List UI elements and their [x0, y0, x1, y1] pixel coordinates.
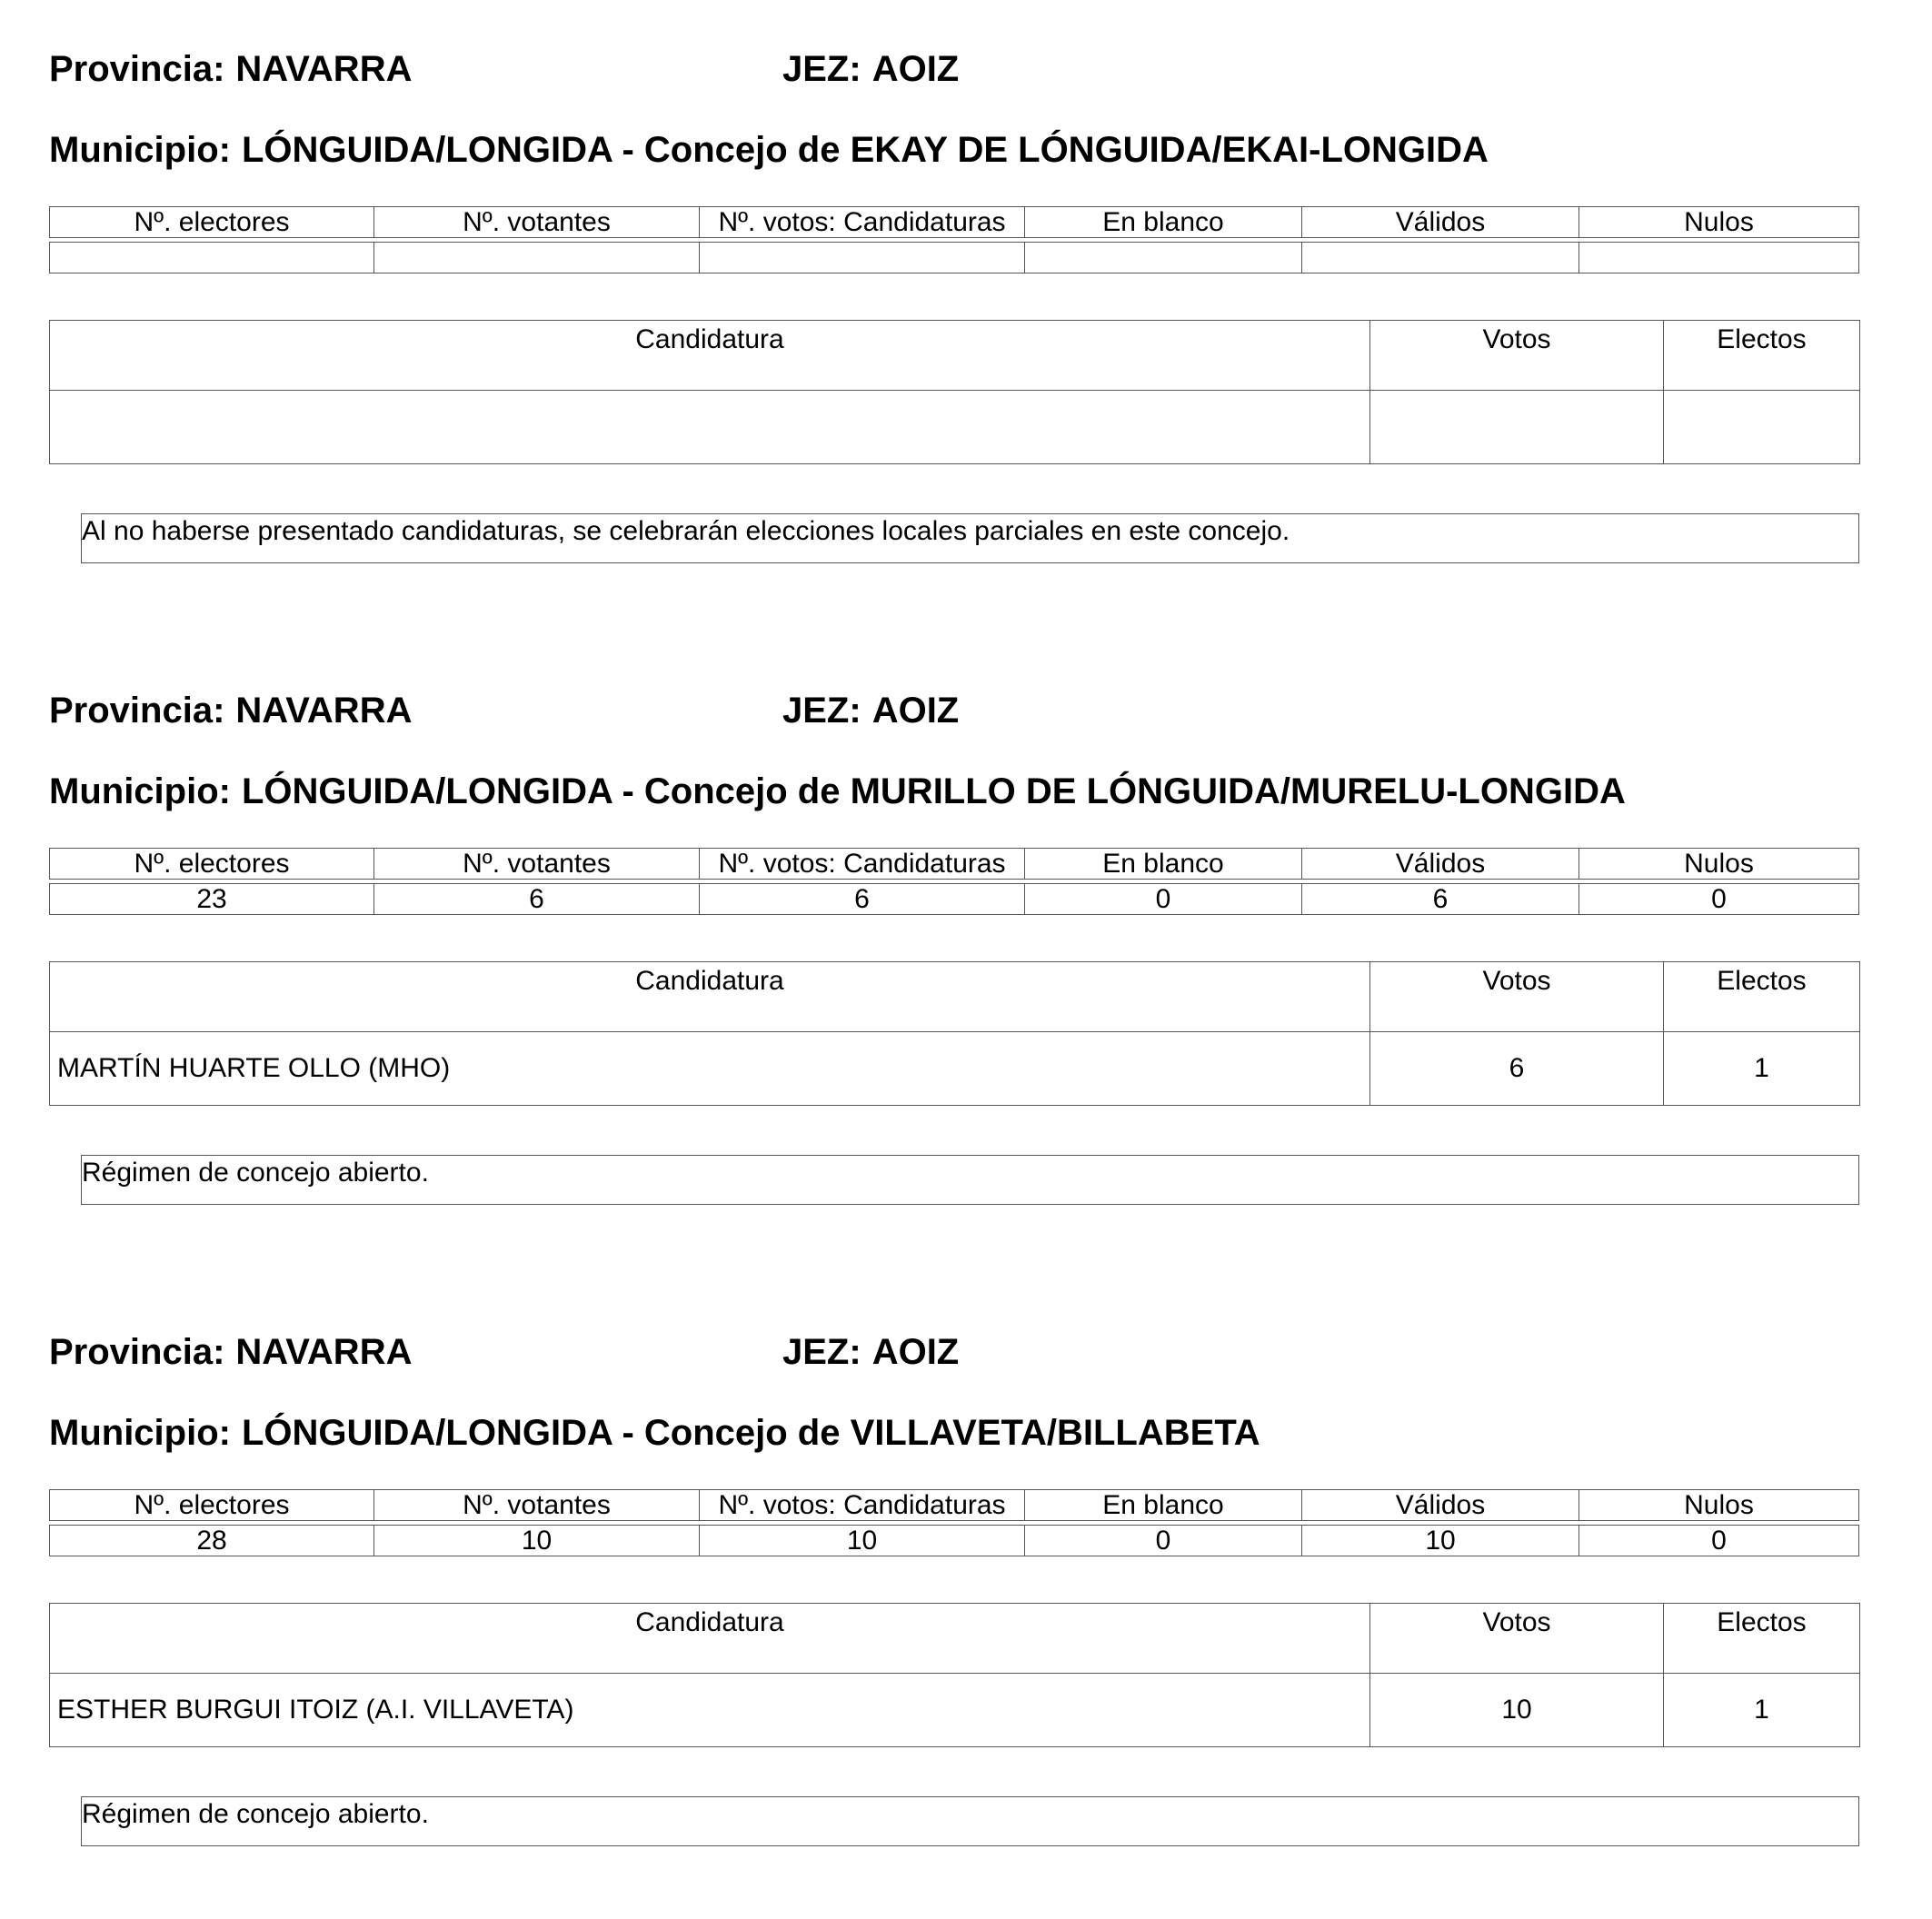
provincia-line: Provincia: NAVARRA	[49, 49, 413, 89]
candidate-electos: 1	[1664, 1032, 1860, 1106]
header-nulos: Nulos	[1579, 206, 1859, 238]
candidates-header-row	[50, 962, 1860, 1032]
header-votos: Votos	[1370, 962, 1664, 1032]
municipio-value: LÓNGUIDA/LONGIDA - Concejo de EKAY DE LÓNGUIDA/EKAI-LONGIDA	[241, 130, 1489, 170]
header-votantes: Nº. votantes	[374, 1489, 700, 1521]
value-electores	[49, 242, 374, 273]
stats-header-row	[49, 206, 1859, 238]
header-candidatura: Candidatura	[50, 962, 1370, 1032]
provincia-value: NAVARRA	[235, 1332, 413, 1372]
value-electores: 28	[49, 1525, 374, 1556]
stats-table	[49, 206, 1859, 273]
header-votantes: Nº. votantes	[374, 848, 700, 880]
municipio-value: LÓNGUIDA/LONGIDA - Concejo de VILLAVETA/BILLABETA	[241, 1413, 1260, 1453]
header-candidatura: Candidatura	[50, 321, 1370, 391]
jez-line: JEZ: AOIZ	[782, 691, 960, 731]
stats-value-row	[49, 242, 1859, 273]
section-ekay	[0, 0, 1932, 636]
jez-line: JEZ: AOIZ	[782, 1332, 960, 1372]
header-votos-candidaturas: Nº. votos: Candidaturas	[700, 206, 1025, 238]
header-validos: Válidos	[1302, 206, 1579, 238]
value-nulos	[1579, 242, 1859, 273]
header-votos-candidaturas: Nº. votos: Candidaturas	[700, 1489, 1025, 1521]
value-votantes: 6	[374, 883, 700, 915]
value-en-blanco: 0	[1025, 1525, 1302, 1556]
value-votantes: 10	[374, 1525, 700, 1556]
provincia-line: Provincia: NAVARRA	[49, 691, 413, 731]
section-note: Régimen de concejo abierto.	[81, 1796, 1859, 1846]
municipio-line: Municipio: LÓNGUIDA/LONGIDA - Concejo de VILLAVETA/BILLABETA	[49, 1413, 1260, 1453]
stats-value-row	[49, 1525, 1859, 1556]
candidates-table	[49, 320, 1860, 464]
header-electos: Electos	[1664, 1604, 1860, 1674]
provincia-line: Provincia: NAVARRA	[49, 1332, 413, 1372]
candidates-header-row	[50, 1604, 1860, 1674]
jez-value: AOIZ	[871, 1332, 960, 1372]
jez-value: AOIZ	[871, 691, 960, 731]
stats-header-row	[49, 1489, 1859, 1521]
value-nulos: 0	[1579, 883, 1859, 915]
value-votos-candidaturas: 10	[700, 1525, 1025, 1556]
section-note: Régimen de concejo abierto.	[81, 1155, 1859, 1205]
candidate-name	[50, 391, 1370, 464]
header-votos: Votos	[1370, 1604, 1664, 1674]
header-validos: Válidos	[1302, 1489, 1579, 1521]
stats-header-row	[49, 848, 1859, 880]
value-en-blanco: 0	[1025, 883, 1302, 915]
jez-value: AOIZ	[871, 49, 960, 89]
header-validos: Válidos	[1302, 848, 1579, 880]
candidate-row	[50, 1032, 1860, 1106]
header-electores: Nº. electores	[49, 1489, 374, 1521]
municipio-line: Municipio: LÓNGUIDA/LONGIDA - Concejo de MURILLO DE LÓNGUIDA/MURELU-LONGIDA	[49, 771, 1626, 811]
header-candidatura: Candidatura	[50, 1604, 1370, 1674]
candidates-table	[49, 961, 1860, 1106]
header-en-blanco: En blanco	[1025, 206, 1302, 238]
header-en-blanco: En blanco	[1025, 848, 1302, 880]
municipio-line: Municipio: LÓNGUIDA/LONGIDA - Concejo de EKAY DE LÓNGUIDA/EKAI-LONGIDA	[49, 130, 1489, 170]
jez-line: JEZ: AOIZ	[782, 49, 960, 89]
header-nulos: Nulos	[1579, 1489, 1859, 1521]
candidate-name: MARTÍN HUARTE OLLO (MHO)	[50, 1032, 1370, 1106]
section-villaveta	[0, 1283, 1932, 1919]
value-validos	[1302, 242, 1579, 273]
value-validos: 10	[1302, 1525, 1579, 1556]
candidate-votos	[1370, 391, 1664, 464]
candidate-row	[50, 1674, 1860, 1747]
candidate-electos: 1	[1664, 1674, 1860, 1747]
candidates-table	[49, 1603, 1860, 1747]
stats-value-row	[49, 883, 1859, 915]
header-votos: Votos	[1370, 321, 1664, 391]
stats-table	[49, 1489, 1859, 1556]
header-votantes: Nº. votantes	[374, 206, 700, 238]
header-electores: Nº. electores	[49, 848, 374, 880]
header-votos-candidaturas: Nº. votos: Candidaturas	[700, 848, 1025, 880]
candidate-votos: 10	[1370, 1674, 1664, 1747]
value-en-blanco	[1025, 242, 1302, 273]
section-murillo	[0, 641, 1932, 1278]
header-electos: Electos	[1664, 321, 1860, 391]
header-electores: Nº. electores	[49, 206, 374, 238]
header-en-blanco: En blanco	[1025, 1489, 1302, 1521]
municipio-value: LÓNGUIDA/LONGIDA - Concejo de MURILLO DE LÓNGUIDA/MURELU-LONGIDA	[241, 771, 1626, 811]
stats-table	[49, 848, 1859, 915]
candidate-row	[50, 391, 1860, 464]
section-note: Al no haberse presentado candidaturas, se celebrarán elecciones locales parciales en este concejo.	[81, 513, 1859, 563]
candidates-header-row	[50, 321, 1860, 391]
provincia-value: NAVARRA	[235, 691, 413, 731]
value-votantes	[374, 242, 700, 273]
value-votos-candidaturas	[700, 242, 1025, 273]
value-electores: 23	[49, 883, 374, 915]
header-electos: Electos	[1664, 962, 1860, 1032]
value-validos: 6	[1302, 883, 1579, 915]
provincia-value: NAVARRA	[235, 49, 413, 89]
candidate-electos	[1664, 391, 1860, 464]
candidate-name: ESTHER BURGUI ITOIZ (A.I. VILLAVETA)	[50, 1674, 1370, 1747]
value-votos-candidaturas: 6	[700, 883, 1025, 915]
header-nulos: Nulos	[1579, 848, 1859, 880]
value-nulos: 0	[1579, 1525, 1859, 1556]
candidate-votos: 6	[1370, 1032, 1664, 1106]
